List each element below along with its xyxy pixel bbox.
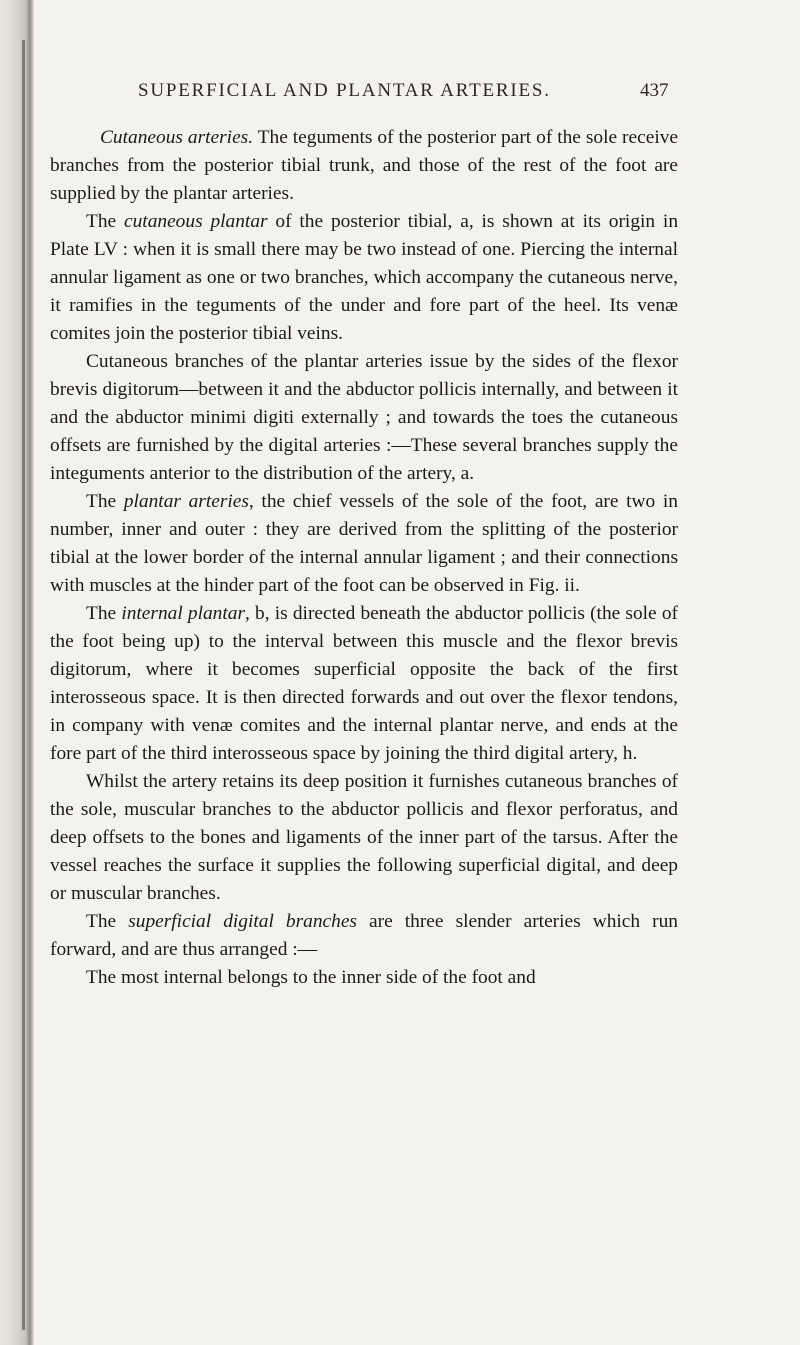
paragraph-lead: superficial digital branches (128, 911, 357, 932)
running-head-title: SUPERFICIAL AND PLANTAR ARTERIES. (138, 80, 551, 101)
paragraph-cutaneous-arteries (50, 124, 678, 208)
paragraph-text: , the chief vessels of the sole of the foot, are two in number, inner and outer : they are derived from the splitting of the posterior tibial at the lower border of the internal annular ligament ; and their connections with muscles at the hinder part of the foot can be observed in Fig. ii. (50, 491, 678, 596)
paragraph-pre: The (86, 911, 129, 932)
body-text (50, 124, 678, 992)
paragraph-lead: cutaneous plantar (124, 211, 268, 232)
paragraph-deep-position (50, 768, 678, 908)
book-page (38, 0, 788, 1345)
paragraph-superficial-digital (50, 908, 678, 964)
running-head (38, 80, 768, 110)
paragraph-text: The teguments of the posterior part of the sole receive branches from the posterior tibial trunk, and those of the rest of the foot are supplied by the plantar arteries. (50, 127, 679, 204)
paragraph-internal-plantar (50, 600, 678, 768)
page-number: 437 (640, 80, 669, 101)
paragraph-lead: internal plantar (121, 603, 246, 624)
book-gutter (0, 0, 34, 1345)
paragraph-plantar-arteries (50, 488, 678, 600)
paragraph-lead: plantar arteries (123, 491, 249, 512)
paragraph-text: The most internal belongs to the inner side of the foot and (86, 967, 536, 988)
paragraph-text: Cutaneous branches of the plantar arteries issue by the sides of the flexor brevis digitorum—between it and the abductor pollicis internally, and between it and the abductor minimi digiti externally ; and towards the toes the cutaneous offsets are furnished by the digital arteries :—These several branches supply the integuments anterior to the distribution of the artery, a. (50, 351, 678, 484)
paragraph-text: , b, is directed beneath the abductor pollicis (the sole of the foot being up) to the interval between this muscle and the flexor brevis digitorum, where it becomes superficial opposite the back of the first interosseous space. It is then directed forwards and out over the flexor tendons, in company with venæ comites and the internal plantar nerve, and ends at the fore part of the third interosseous space by joining the third digital artery, h. (50, 603, 678, 764)
paragraph-text: Whilst the artery retains its deep position it furnishes cutaneous branches of the sole, muscular branches to the abductor pollicis and flexor perforatus, and deep offsets to the bones and ligaments of the inner part of the tarsus. After the vessel reaches the surface it supplies the following superficial digital, and deep or muscular branches. (50, 771, 678, 904)
paragraph-pre: The (86, 603, 122, 624)
gutter-shadow-line (22, 40, 25, 1330)
paragraph-pre: The (86, 211, 124, 232)
paragraph-most-internal (50, 964, 678, 992)
paragraph-text: of the posterior tibial, a, is shown at its origin in Plate LV : when it is small there may be two instead of one. Piercing the internal annular ligament as one or two branches, which accompany the cutaneous nerve, it ramifies in the teguments of the under and fore part of the heel. Its venæ comites join the posterior tibial veins. (50, 211, 679, 344)
paragraph-text: are three slender arteries which run forward, and are thus arranged :— (50, 911, 679, 960)
paragraph-pre: The (86, 491, 124, 512)
paragraph-lead: Cutaneous arteries. (100, 127, 254, 148)
paragraph-cutaneous-branches (50, 348, 678, 488)
paragraph-cutaneous-plantar (50, 208, 678, 348)
